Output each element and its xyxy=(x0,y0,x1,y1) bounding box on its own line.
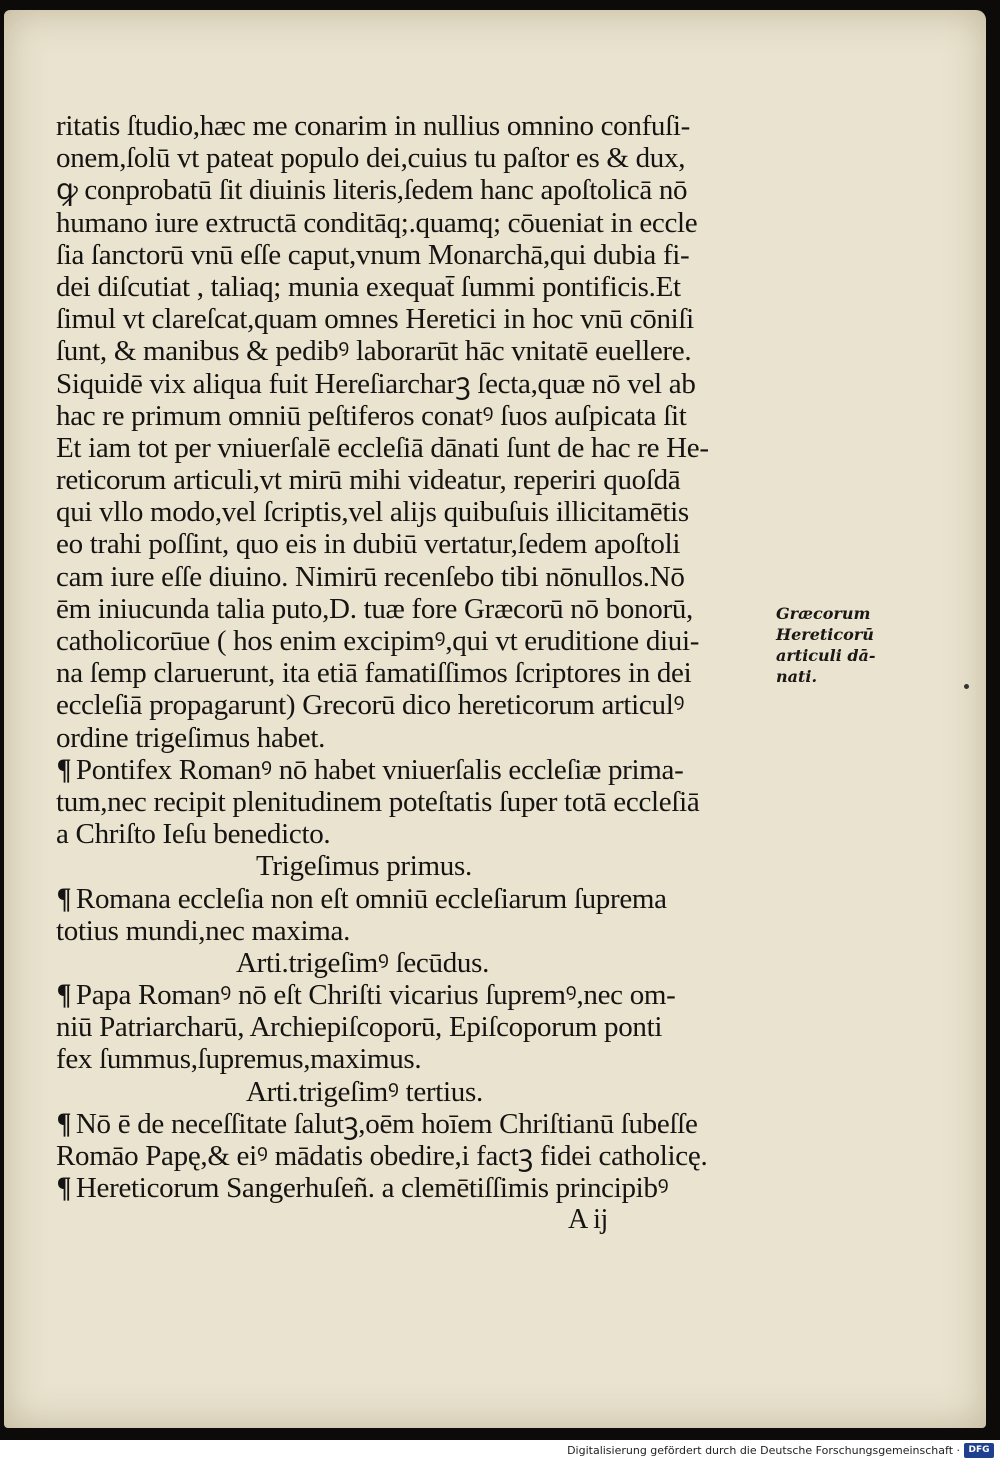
marginal-note-line: nati. xyxy=(776,667,818,686)
article-heading: Trigeſimus primus. xyxy=(256,850,472,883)
text-line: a Chriſto Ieſu benedicto. xyxy=(56,818,331,851)
article-text: Papa Romanꝰ nō eſt Chriſti vicarius ſupremꝰ,nec om- xyxy=(75,979,676,1012)
text-line: ſimul vt clareſcat,quam omnes Heretici in hoc vnū cōniſi xyxy=(56,303,694,336)
text-line: ritatis ſtudio,hæc me conarim in nullius omnino confuſi- xyxy=(56,110,691,142)
text-line: hac re primum omniū peſtiferos conatꝰ ſuos auſpicata ſit xyxy=(56,399,687,432)
text-line: onem,ſolū vt pateat populo dei,cuius tu paſtor es & dux, xyxy=(56,142,686,175)
text-line: Romāo Papę,& eiꝰ mādatis obedire,i factꝫ fidei catholicę. xyxy=(56,1140,708,1172)
marginal-note-line: Hereticorū xyxy=(776,625,874,644)
footer-bar xyxy=(0,1440,1000,1462)
main-text-block xyxy=(56,110,786,1237)
text-line: totius mundi,nec maxima. xyxy=(56,914,351,947)
article-text: Nō ē de neceſſitate ſalutꝫ,oēm hoīem Chriſtianū ſubeſſe xyxy=(75,1107,698,1140)
article-line xyxy=(56,1108,786,1140)
text-line: tum,nec recipit plenitudinem poteſtatis ſuper totā eccleſiā xyxy=(56,785,700,818)
article-line xyxy=(56,979,786,1011)
text-line: ordine trigeſimus habet. xyxy=(56,721,326,754)
text-line: qui vllo modo,vel ſcriptis,vel alijs quibuſuis illicitamētis xyxy=(56,496,689,529)
article-line xyxy=(56,883,786,915)
text-line: ēm iniucunda talia puto,D. tuæ fore Græcorū nō bonorū, xyxy=(56,592,693,625)
dfg-logo-icon: DFG xyxy=(964,1443,994,1458)
funding-credit: Digitalisierung gefördert durch die Deutsche Forschungsgemeinschaft · xyxy=(567,1444,960,1457)
pilcrow-icon: ¶ xyxy=(56,1106,72,1140)
marginal-note xyxy=(776,603,906,687)
article-heading: Arti.trigeſimꝰ tertius. xyxy=(246,1075,483,1108)
text-line: Et iam tot per vniuerſalē eccleſiā dānati ſunt de hac re He- xyxy=(56,431,709,464)
article-line xyxy=(56,754,786,786)
ink-speck xyxy=(964,684,969,689)
book-page xyxy=(4,10,986,1428)
text-line: humano iure extructā conditāq;.quamq; cōueniat in eccle xyxy=(56,206,698,239)
pilcrow-icon: ¶ xyxy=(56,752,72,786)
article-text: Pontifex Romanꝰ nō habet vniuerſalis eccleſiæ prima- xyxy=(75,753,684,786)
text-line: ꝙ conprobatū ſit diuinis literis,ſedem hanc apoſtolicā nō xyxy=(56,174,688,207)
signature-mark: A ij xyxy=(568,1204,609,1236)
text-line: reticorum articuli,vt mirū mihi videatur, reperiri quoſdā xyxy=(56,464,681,497)
article-text: Hereticorum Sangerhuſeñ. a clemētiſſimis principibꝰ xyxy=(75,1172,669,1205)
text-line: eccleſiā propagarunt) Grecorū dico hereticorum articulꝰ xyxy=(56,689,685,722)
text-line: dei diſcutiat , taliaq; munia exequat̄ ſummi pontificis.Et xyxy=(56,270,681,303)
marginal-note-line: articuli dā- xyxy=(776,646,876,665)
text-line: fex ſummus,ſupremus,maximus. xyxy=(56,1043,422,1076)
text-line: catholicorūue ( hos enim excipimꝰ,qui vt eruditione diui- xyxy=(56,625,700,657)
text-line: ſia ſanctorū vnū eſſe caput,vnum Monarchā,qui dubia fi- xyxy=(56,238,690,271)
text-line: eo trahi poſſint, quo eis in dubiū vertatur,ſedem apoſtoli xyxy=(56,528,681,561)
article-line xyxy=(56,1172,786,1204)
text-line: Siquidē vix aliqua fuit Hereſiarcharꝫ ſecta,quæ nō vel ab xyxy=(56,367,696,400)
pilcrow-icon: ¶ xyxy=(56,978,72,1012)
pilcrow-icon: ¶ xyxy=(56,1171,72,1205)
article-heading: Arti.trigeſimꝰ ſecūdus. xyxy=(236,946,490,979)
pilcrow-icon: ¶ xyxy=(56,881,72,915)
text-line: cam iure eſſe diuino. Nimirū recenſebo tibi nōnullos.Nō xyxy=(56,560,685,593)
text-line: niū Patriarcharū, Archiepiſcoporū, Epiſcoporum ponti xyxy=(56,1011,663,1044)
marginal-note-line: Græcorum xyxy=(776,604,871,623)
text-line: na ſemp claruerunt, ita etiā famatiſſimos ſcriptores in dei xyxy=(56,657,692,690)
text-line: ſunt, & manibus & pedibꝰ laborarūt hāc vnitatē euellere. xyxy=(56,335,692,368)
article-text: Romana eccleſia non eſt omniū eccleſiarum ſuprema xyxy=(75,882,667,915)
